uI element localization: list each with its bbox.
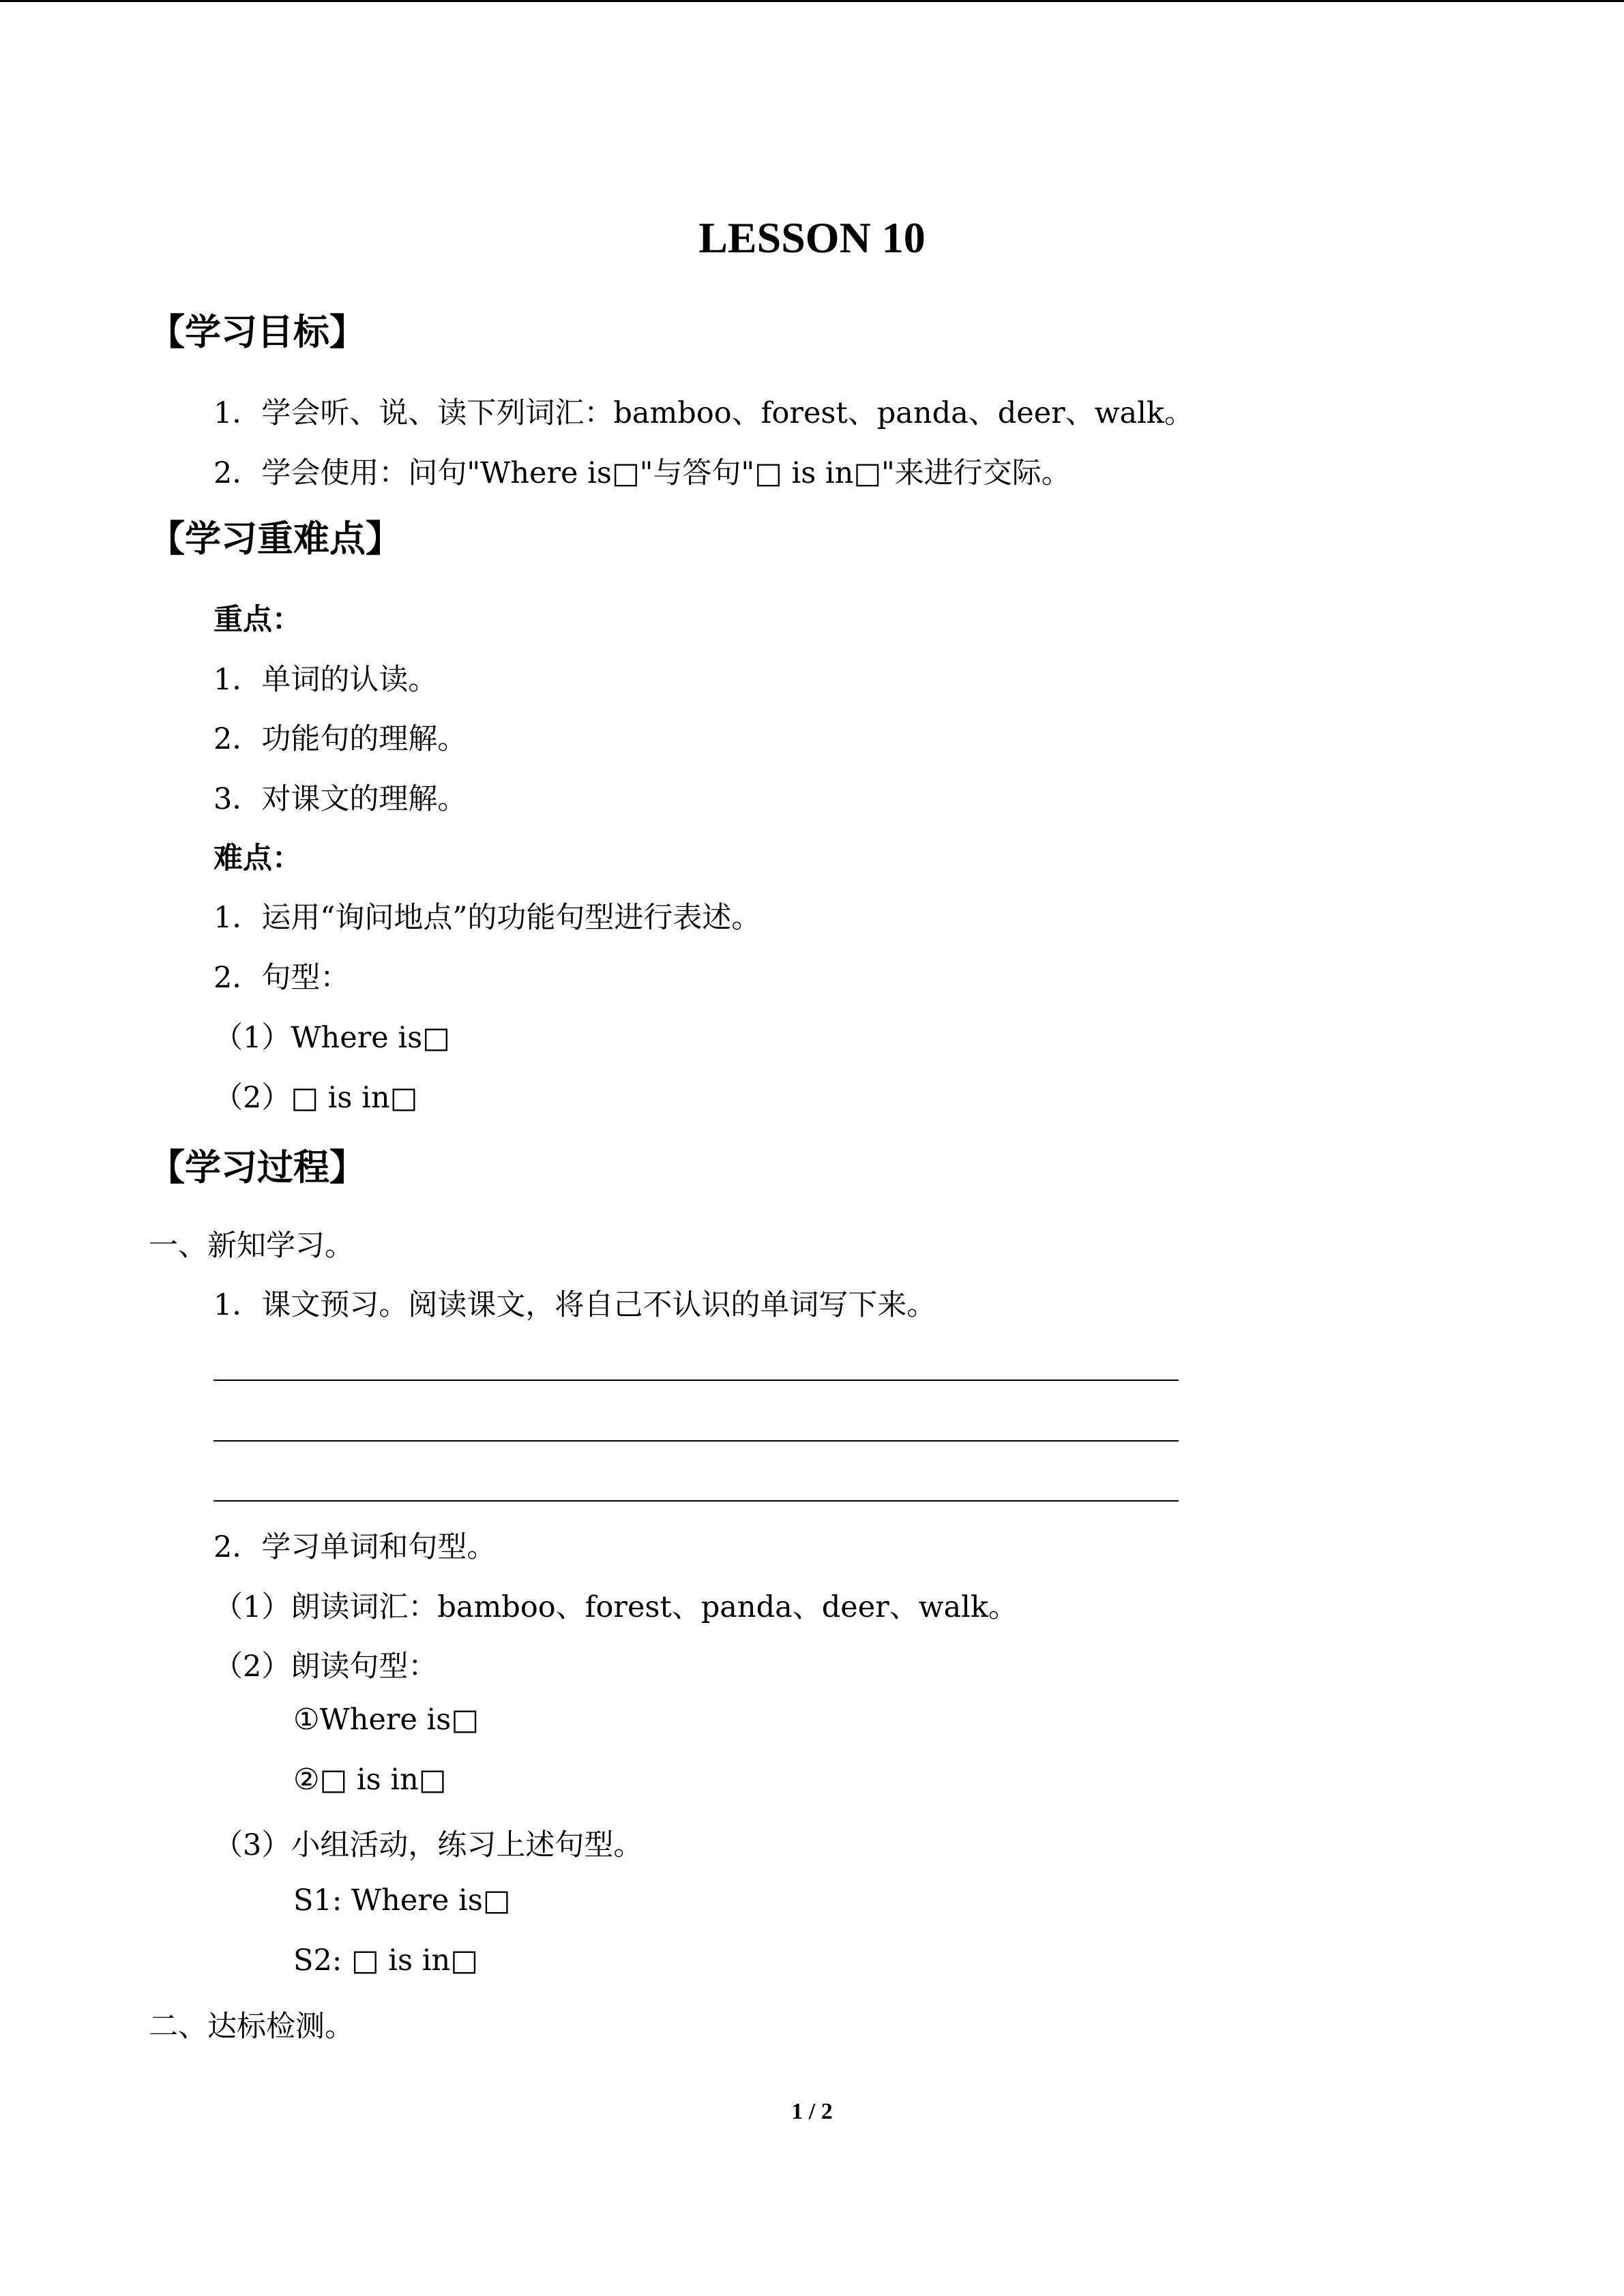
sentence-pattern-2: ②□ is in□ — [293, 1763, 447, 1797]
page-title: LESSON 10 — [698, 213, 926, 262]
part2-title: 二、达标检测。 — [149, 2010, 354, 2044]
step2-item-1: （1）朗读词汇：bamboo、forest、panda、deer、walk。 — [213, 1590, 1018, 1624]
page-top-border — [0, 0, 1624, 2]
focus-label: 重点： — [213, 603, 301, 637]
section-heading-process: 【学习过程】 — [149, 1147, 366, 1189]
objective-item-2: 2．学会使用：问句"Where is□"与答句"□ is in□"来进行交际。 — [213, 456, 1071, 490]
section-heading-key-points: 【学习重难点】 — [149, 518, 402, 560]
difficulty-pattern-2: （2）□ is in□ — [213, 1081, 418, 1115]
objective-item-1: 1．学会听、说、读下列词汇：bamboo、forest、panda、deer、walk。 — [213, 396, 1194, 430]
difficulty-item-2: 2．句型： — [213, 961, 350, 995]
page-number: 1 / 2 — [791, 2099, 833, 2124]
focus-item-1: 1．单词的认读。 — [213, 663, 438, 697]
part1-title: 一、新知学习。 — [149, 1229, 354, 1263]
dialogue-s2: S2: □ is in□ — [293, 1943, 478, 1978]
difficulty-item-1: 1．运用“询问地点”的功能句型进行表述。 — [213, 901, 761, 935]
focus-item-2: 2．功能句的理解。 — [213, 722, 467, 756]
sentence-pattern-1: ①Where is□ — [293, 1703, 479, 1737]
step2-item-2: （2）朗读句型： — [213, 1650, 438, 1684]
step1-text: 1．课文预习。阅读课文，将自己不认识的单词写下来。 — [213, 1288, 936, 1322]
answer-line-3[interactable] — [213, 1500, 1179, 1502]
answer-line-2[interactable] — [213, 1440, 1179, 1442]
difficulty-pattern-1: （1）Where is□ — [213, 1021, 450, 1055]
dialogue-s1: S1: Where is□ — [293, 1883, 511, 1918]
step2-text: 2．学习单词和句型。 — [213, 1530, 497, 1564]
focus-item-3: 3．对课文的理解。 — [213, 782, 467, 816]
section-heading-objectives: 【学习目标】 — [149, 312, 366, 353]
step2-item-3: （3）小组活动，练习上述句型。 — [213, 1828, 643, 1862]
difficulty-label: 难点： — [213, 841, 301, 876]
answer-line-1[interactable] — [213, 1380, 1179, 1381]
